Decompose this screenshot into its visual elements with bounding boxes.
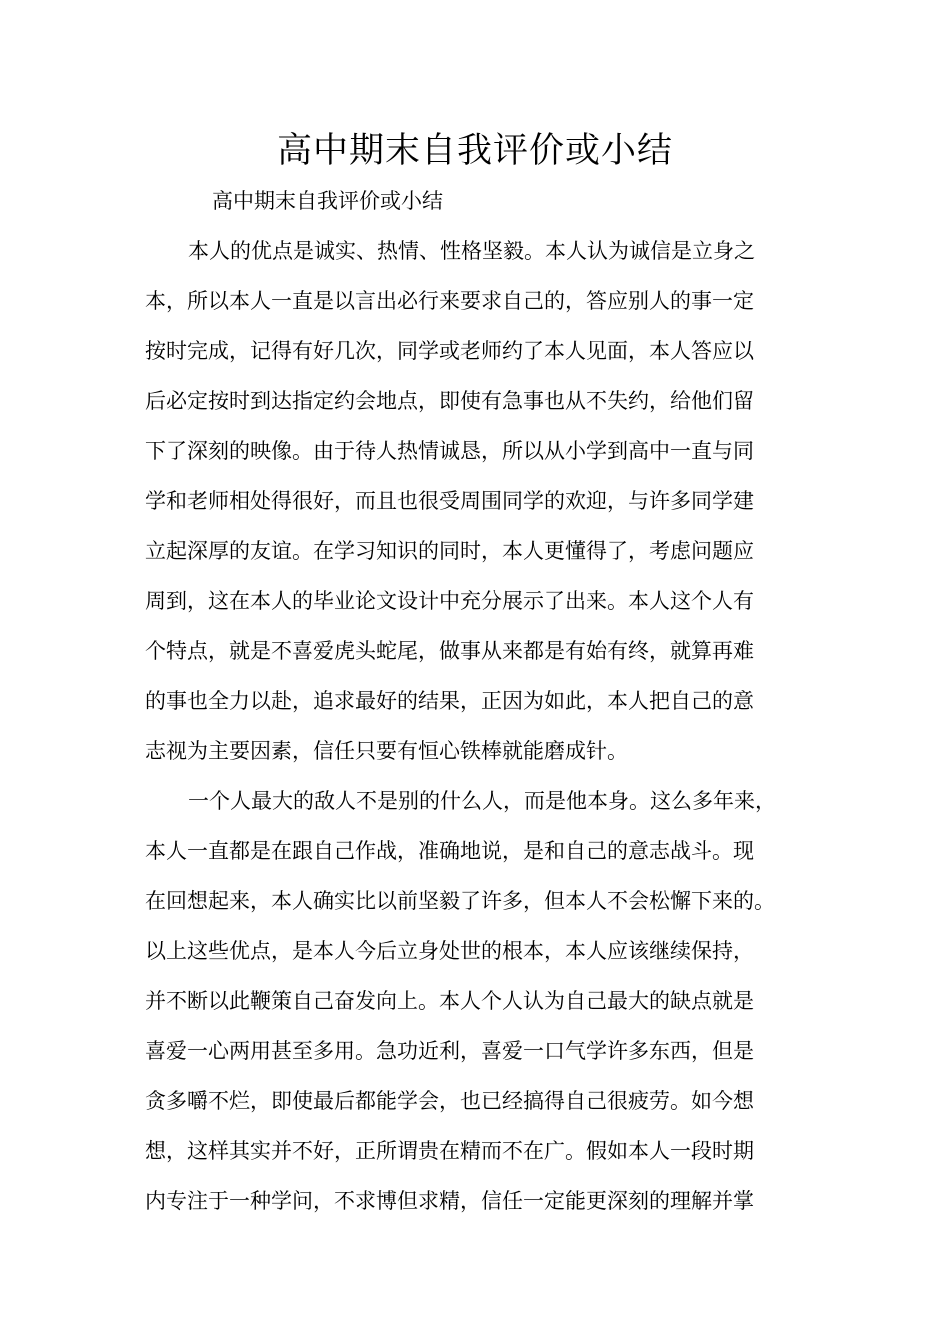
paragraph-line: 的事也全力以赴，追求最好的结果，正因为如此，本人把自己的意 [145,689,754,713]
paragraph-line: 周到，这在本人的毕业论文设计中充分展示了出来。本人这个人有 [145,589,754,613]
paragraph-line: 立起深厚的友谊。在学习知识的同时，本人更懂得了，考虑问题应 [145,539,754,563]
paragraph-line: 喜爱一心两用甚至多用。急功近利，喜爱一口气学许多东西，但是 [145,1039,754,1063]
paragraph-line: 下了深刻的映像。由于待人热情诚恳，所以从小学到高中一直与同 [145,439,754,463]
paragraph-line: 本人一直都是在跟自己作战，准确地说，是和自己的意志战斗。现 [145,839,754,863]
paragraph-line: 学和老师相处得很好，而且也很受周围同学的欢迎，与许多同学建 [145,489,754,513]
paragraph-line: 志视为主要因素，信任只要有恒心铁棒就能磨成针。 [145,739,628,763]
document-subtitle: 高中期末自我评价或小结 [212,189,443,213]
paragraph-line: 一个人最大的敌人不是别的什么人，而是他本身。这么多年来， [188,789,776,813]
paragraph-line: 想，这样其实并不好，正所谓贵在精而不在广。假如本人一段时期 [145,1139,754,1163]
paragraph-line: 内专注于一种学问，不求博但求精，信任一定能更深刻的理解并掌 [145,1189,754,1213]
paragraph-line: 并不断以此鞭策自己奋发向上。本人个人认为自己最大的缺点就是 [145,989,754,1013]
paragraph-line: 个特点，就是不喜爱虎头蛇尾，做事从来都是有始有终，就算再难 [145,639,754,663]
paragraph-line: 后必定按时到达指定约会地点，即使有急事也从不失约，给他们留 [145,389,754,413]
paragraph-line: 贪多嚼不烂，即使最后都能学会，也已经搞得自己很疲劳。如今想 [145,1089,754,1113]
paragraph-line: 本，所以本人一直是以言出必行来要求自己的，答应别人的事一定 [145,289,754,313]
document-title: 高中期末自我评价或小结 [276,131,673,171]
paragraph-line: 以上这些优点，是本人今后立身处世的根本，本人应该继续保持， [145,939,754,963]
paragraph-line: 按时完成，记得有好几次，同学或老师约了本人见面，本人答应以 [145,339,754,363]
paragraph-line: 本人的优点是诚实、热情、性格坚毅。本人认为诚信是立身之 [188,239,755,263]
paragraph-line: 在回想起来，本人确实比以前坚毅了许多，但本人不会松懈下来的。 [145,889,775,913]
